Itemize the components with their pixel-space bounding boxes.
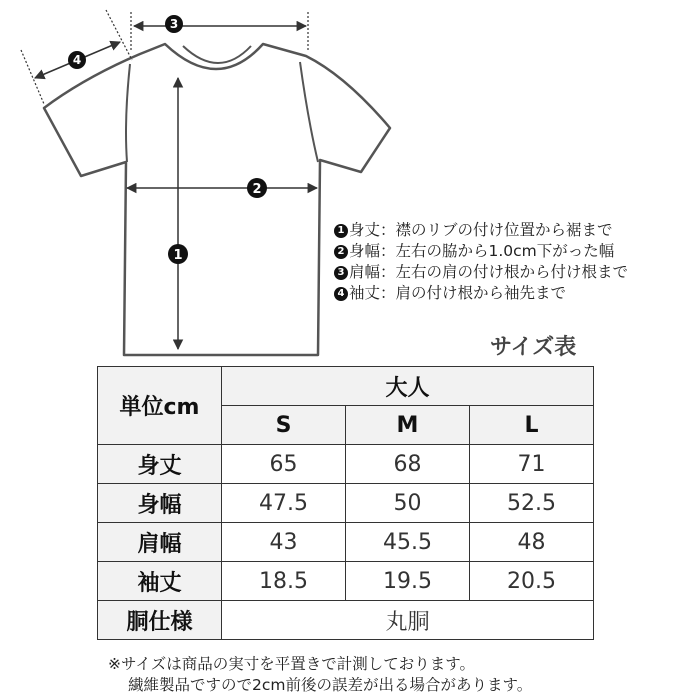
table-cell: 65 — [222, 445, 346, 484]
table-row — [98, 445, 594, 484]
legend-item-2 — [334, 241, 628, 262]
size-header-l: L — [470, 406, 594, 445]
table-cell: 18.5 — [222, 562, 346, 601]
table-header-row — [98, 367, 594, 406]
row-label-sleeve-length: 袖丈 — [98, 562, 222, 601]
badge-2-label: 2 — [252, 182, 262, 197]
table-row — [98, 601, 594, 640]
footnote-line-1: ※サイズは商品の実寸を平置きで計測しております。 — [108, 655, 476, 673]
legend-item-3 — [334, 262, 628, 283]
legend-item-4 — [334, 283, 628, 304]
tshirt-outline — [44, 44, 390, 355]
unit-label-cell: 単位cm — [98, 367, 222, 445]
row-label-body-width: 身幅 — [98, 484, 222, 523]
table-cell: 43 — [222, 523, 346, 562]
table-cell: 45.5 — [346, 523, 470, 562]
size-table-title: サイズ表 — [490, 335, 577, 360]
size-header-s: S — [222, 406, 346, 445]
legend-label-2: 身幅：左右の脇から1.0cm下がった幅 — [349, 242, 615, 260]
footnote — [108, 654, 532, 696]
size-header-m: M — [346, 406, 470, 445]
legend-number-3: 3 — [334, 266, 348, 280]
row-label-body-length: 身丈 — [98, 445, 222, 484]
row-label-shoulder-width: 肩幅 — [98, 523, 222, 562]
table-row — [98, 562, 594, 601]
table-cell: 52.5 — [470, 484, 594, 523]
table-cell: 20.5 — [470, 562, 594, 601]
table-cell: 68 — [346, 445, 470, 484]
badge-4-label: 4 — [72, 53, 82, 67]
table-cell: 71 — [470, 445, 594, 484]
footnote-line-2: 繊維製品ですので2cm前後の誤差が出る場合があります。 — [128, 676, 533, 694]
table-cell: 19.5 — [346, 562, 470, 601]
body-type-value: 丸胴 — [222, 601, 594, 640]
sleeve-guide-inner — [106, 10, 132, 60]
legend-label-4: 袖丈：肩の付け根から袖先まで — [349, 284, 567, 302]
tshirt-collar — [183, 46, 251, 63]
row-label-body-type: 胴仕様 — [98, 601, 222, 640]
measurement-legend — [334, 220, 628, 304]
table-row — [98, 523, 594, 562]
legend-number-2: 2 — [334, 245, 348, 259]
legend-label-3: 肩幅：左右の肩の付け根から付け根まで — [349, 263, 629, 281]
legend-number-1: 1 — [334, 224, 348, 238]
table-cell: 50 — [346, 484, 470, 523]
legend-number-4: 4 — [334, 287, 348, 301]
legend-item-1 — [334, 220, 628, 241]
table-cell: 48 — [470, 523, 594, 562]
table-row — [98, 484, 594, 523]
badge-1-label: 1 — [173, 248, 183, 263]
sleeve-guide-outer — [21, 50, 44, 104]
group-label-cell: 大人 — [222, 367, 594, 406]
legend-label-1: 身丈：襟のリブの付け位置から裾まで — [349, 221, 613, 239]
table-cell: 47.5 — [222, 484, 346, 523]
size-table — [97, 366, 594, 640]
badge-3-label: 3 — [169, 17, 179, 31]
